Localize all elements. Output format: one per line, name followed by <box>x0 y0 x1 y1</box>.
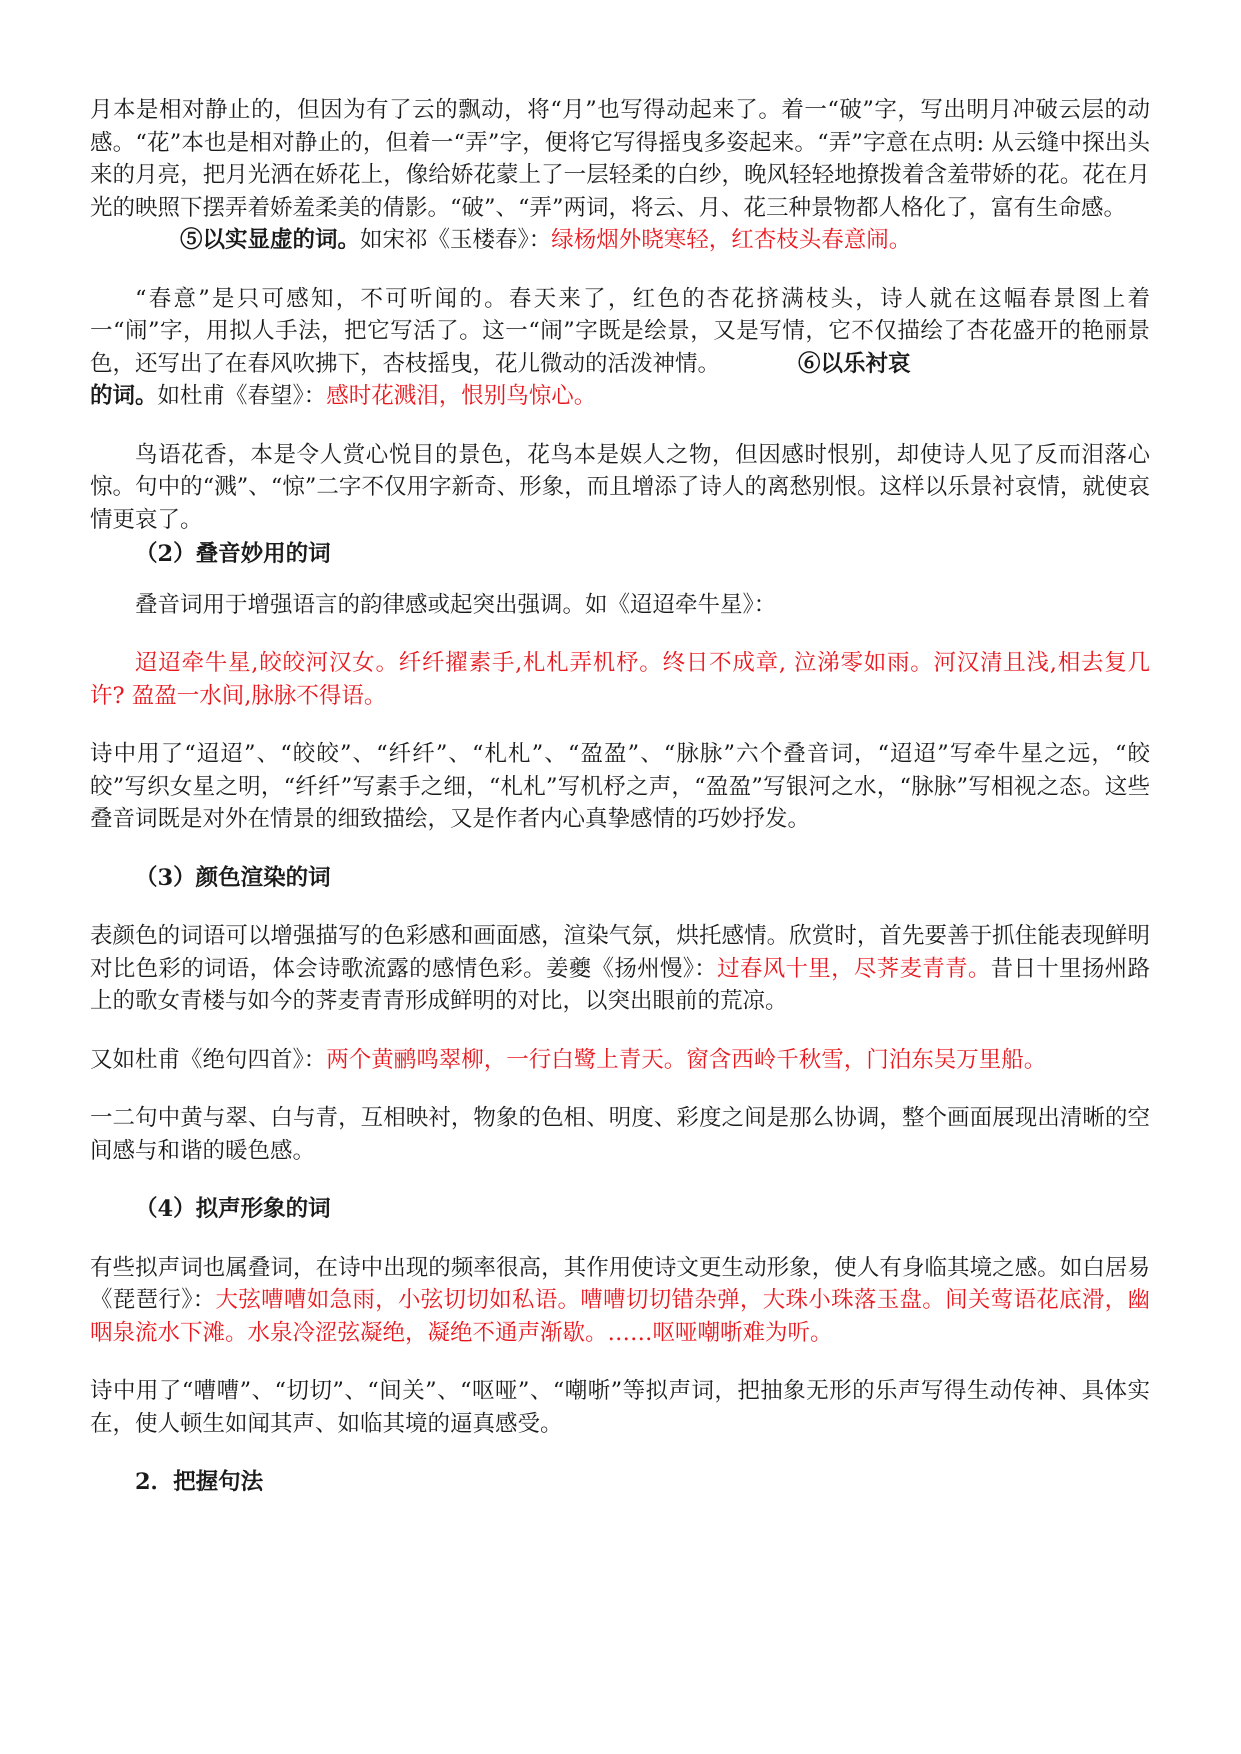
paragraph-tiaotiao: 诗中用了“迢迢”、“皎皎”、“纤纤”、“札札”、“盈盈”、“脉脉”六个叠音词，“迢迢”写牵牛星之远，“皎皎”写织女星之明，“纤纤”写素手之细，“札札”写机杼之声，“盈盈”写银河之水，“脉脉”写相视之态。这些叠音词既是对外在情景的细致描绘，又是作者内心真挚感情的巧妙抒发。 <box>90 741 1150 832</box>
item-6-quote: 感时花溅泪，恨别鸟惊心。 <box>326 383 597 409</box>
spacer <box>90 257 1150 283</box>
paragraph-yanse-text: 表颜色的词语可以增强描写的色彩感和画面感，渲染气氛，烘托感情。欣赏时，首先要善于抓住能表现鲜明对比色彩的词语，体会诗歌流露的感情色彩。姜夔《扬州慢》： <box>90 923 1150 982</box>
paragraph-chunyi-text: “春意”是只可感知，不可听闻的。春天来了，红色的杏花挤满枝头，诗人就在这幅春景图上着一“闹”字，用拟人手法，把它写活了。这一“闹”字既是绘景，又是写情，它不仅描绘了杏花盛开的艳丽景色，还写出了在春风吹拂下，杏枝摇曳，花儿微动的活泼神情。 <box>90 285 1150 377</box>
spacer <box>90 1349 1150 1375</box>
paragraph-nisheng-quote: 大弦嘈嘈如急雨，小弦切切如私语。嘈嘈切切错杂弹，大珠小珠落玉盘。间关莺语花底滑，幽咽泉流水下滩。水泉冷涩弦凝绝，凝绝不通声渐歇。……呕哑嘲哳难为听。 <box>90 1287 1150 1346</box>
spacer <box>90 1018 1150 1044</box>
spacer <box>90 1440 1150 1466</box>
heading-yanse: （3）颜色渲染的词 <box>135 864 331 891</box>
paragraph-yanse-quote: 过春风十里，尽荠麦青青。 <box>717 955 991 982</box>
spacer <box>90 1167 1150 1193</box>
heading-dieyin: （2）叠音妙用的词 <box>135 541 331 567</box>
spacer <box>90 571 1150 589</box>
item-5-line <box>90 224 1150 257</box>
paragraph-niaoyu: 鸟语花香，本是令人赏心悦目的景色，花鸟本是娱人之物，但因感时恨别，却使诗人见了反而泪落心惊。句中的“溅”、“惊”二字不仅用字新奇、形象，而且增添了诗人的离愁别恨。这样以乐景衬哀情，就使哀情更哀了。 <box>90 441 1150 533</box>
spacer <box>90 621 1150 647</box>
item-5-quote: 绿杨烟外晓寒轻，红杏枝头春意闹。 <box>551 227 912 253</box>
paragraph-yanse <box>90 920 1150 1018</box>
paragraph-yanse-tail: 昔日十里扬州路上的歌女青楼与如今的荠麦青青形成鲜明的对比，以突出眼前的荒凉。 <box>90 955 1150 1014</box>
spacer <box>90 413 1150 439</box>
document-page <box>90 94 1150 1499</box>
paragraph-moon-flower: 月本是相对静止的，但因为有了云的飘动，将“月”也写得动起来了。着一“破”字，写出明月冲破云层的动感。“花”本也是相对静止的，但着一“弄”字，便将它写得摇曳多姿起来。“弄”字意在点明: 从云缝中探出头来的月亮，把月光洒在娇花上，像给娇花蒙上了一层轻柔的白纱，晚风轻轻地撩拨着含羞带娇的花。花在月光的映照下摆弄着娇羞柔美的倩影。“破”、“弄”两词，将云、月、花三种景物都人格化了，富有生命感。 <box>90 97 1150 221</box>
spacer <box>90 1076 1150 1102</box>
paragraph-caocao: 诗中用了“嘈嘈”、“切切”、“间关”、“呕哑”、“嘲哳”等拟声词，把抽象无形的乐声写得生动传神、具体实在，使人顿生如闻其声、如临其境的逼真感受。 <box>90 1378 1150 1437</box>
item-5-text: 如宋祁《玉楼春》： <box>360 227 552 253</box>
paragraph-dufu <box>90 1044 1150 1077</box>
paragraph-dufu-text: 又如杜甫《绝句四首》： <box>90 1046 327 1073</box>
spacer <box>90 712 1150 738</box>
item-5-label: ⑤以实显虚的词。 <box>180 227 361 253</box>
quote-tiaotiao: 迢迢牵牛星,皎皎河汉女。纤纤擢素手,札札弄机杼。终日不成章, 泣涕零如雨。河汉清且浅,相去复几许? 盈盈一水间,脉脉不得语。 <box>90 650 1150 709</box>
spacer <box>90 1226 1150 1252</box>
spacer <box>90 894 1150 920</box>
item-6-label-b: 的词。 <box>90 383 158 409</box>
paragraph-dufu-quote: 两个黄鹂鸣翠柳，一行白鹭上青天。窗含西岭千秋雪，门泊东吴万里船。 <box>326 1046 1047 1073</box>
spacer <box>90 836 1150 862</box>
paragraph-yier: 一二句中黄与翠、白与青，互相映衬，物象的色相、明度、彩度之间是那么协调，整个画面展现出清晰的空间感与和谐的暖色感。 <box>90 1105 1150 1164</box>
paragraph-nisheng <box>90 1252 1150 1350</box>
heading-nisheng: （4）拟声形象的词 <box>135 1196 331 1222</box>
paragraph-dieyin: 叠音词用于增强语言的韵律感或起突出强调。如《迢迢牵牛星》： <box>135 591 777 618</box>
item-6-label-a: ⑥以乐衬哀 <box>798 350 911 377</box>
heading-jufa: 2．把握句法 <box>135 1469 264 1495</box>
item-6-text: 如杜甫《春望》： <box>157 383 327 409</box>
paragraph-chunyi <box>90 283 1150 413</box>
paragraph-nisheng-text: 有些拟声词也属叠词，在诗中出现的频率很高，其作用使诗文更生动形象，使人有身临其境之感。如白居易《琵琶行》： <box>90 1254 1150 1313</box>
